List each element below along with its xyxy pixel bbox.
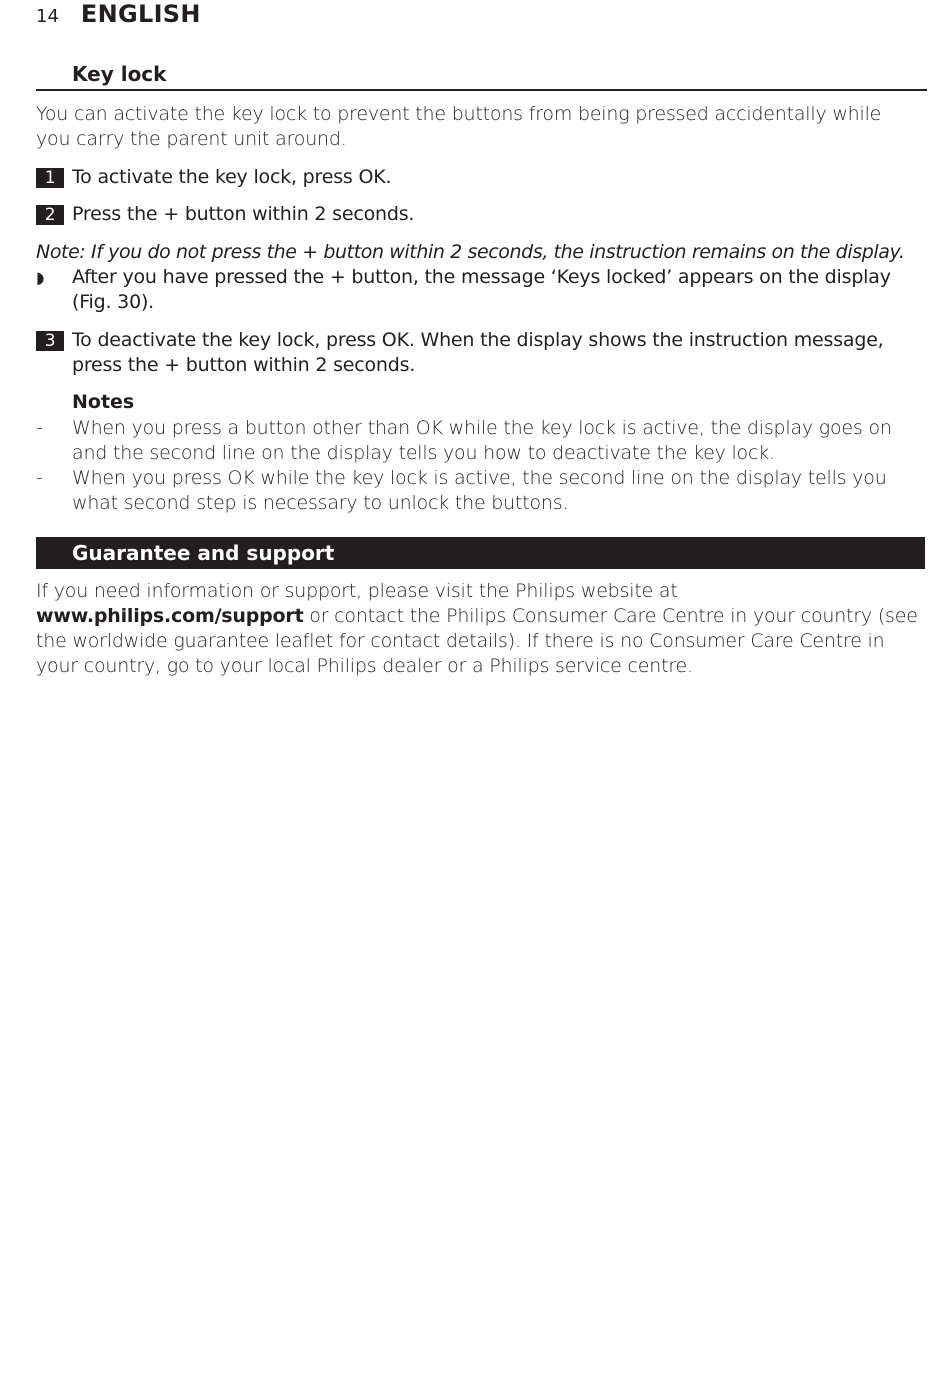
- note-item: [36, 466, 921, 516]
- result-text: After you have pressed the + button, the message ‘Keys locked’ appears on the display (Fig. 30).: [72, 266, 891, 313]
- step-2: [36, 202, 921, 227]
- note-text: Note: If you do not press the + button within 2 seconds, the instruction remains on the display.: [36, 241, 905, 263]
- step-1: [36, 165, 921, 190]
- dash-bullet: -: [36, 417, 43, 439]
- guarantee-text-before: If you need information or support, please visit the Philips website at: [36, 580, 678, 602]
- dash-bullet: -: [36, 467, 43, 489]
- guarantee-text: [36, 579, 921, 679]
- section-title: Guarantee and support: [72, 541, 335, 565]
- running-header: [36, 0, 201, 26]
- note-item-text: When you press a button other than OK while the key lock is active, the display goes on and the second line on the display tells you how to deactivate the key lock.: [72, 417, 892, 464]
- step-3: [36, 328, 921, 378]
- section-heading-key-lock: [36, 62, 927, 91]
- step-text: To deactivate the key lock, press OK. When the display shows the instruction message, press the + button within 2 seconds.: [72, 329, 884, 376]
- key-lock-intro: You can activate the key lock to prevent the buttons from being pressed accidentally while you carry the parent unit around.: [36, 103, 882, 150]
- support-url-link[interactable]: www.philips.com/support: [36, 605, 304, 627]
- step-number-badge: 2: [36, 205, 64, 225]
- step-number-badge: 1: [36, 168, 64, 188]
- page-number: 14: [36, 6, 59, 27]
- language-label: ENGLISH: [80, 0, 201, 28]
- step-text: To activate the key lock, press OK.: [72, 166, 392, 188]
- guarantee-text-after: or contact the Philips Consumer Care Centre in your country (see the worldwide guarantee leaflet for contact details). If there is no Consumer Care Centre in your country, go to your local Philips dealer or a Philips service centre.: [36, 605, 918, 677]
- note-item: [36, 416, 921, 466]
- notes-heading: Notes: [72, 391, 135, 413]
- note-item-text: When you press OK while the key lock is active, the second line on the display tells you what second step is necessary to unlock the buttons.: [72, 467, 887, 514]
- section-title: Key lock: [72, 62, 167, 86]
- step-number-badge: 3: [36, 331, 64, 351]
- result-item: [36, 265, 921, 315]
- arrow-bullet-icon: ◗: [36, 268, 45, 287]
- step-text: Press the + button within 2 seconds.: [72, 203, 415, 225]
- section-heading-guarantee: [36, 537, 925, 569]
